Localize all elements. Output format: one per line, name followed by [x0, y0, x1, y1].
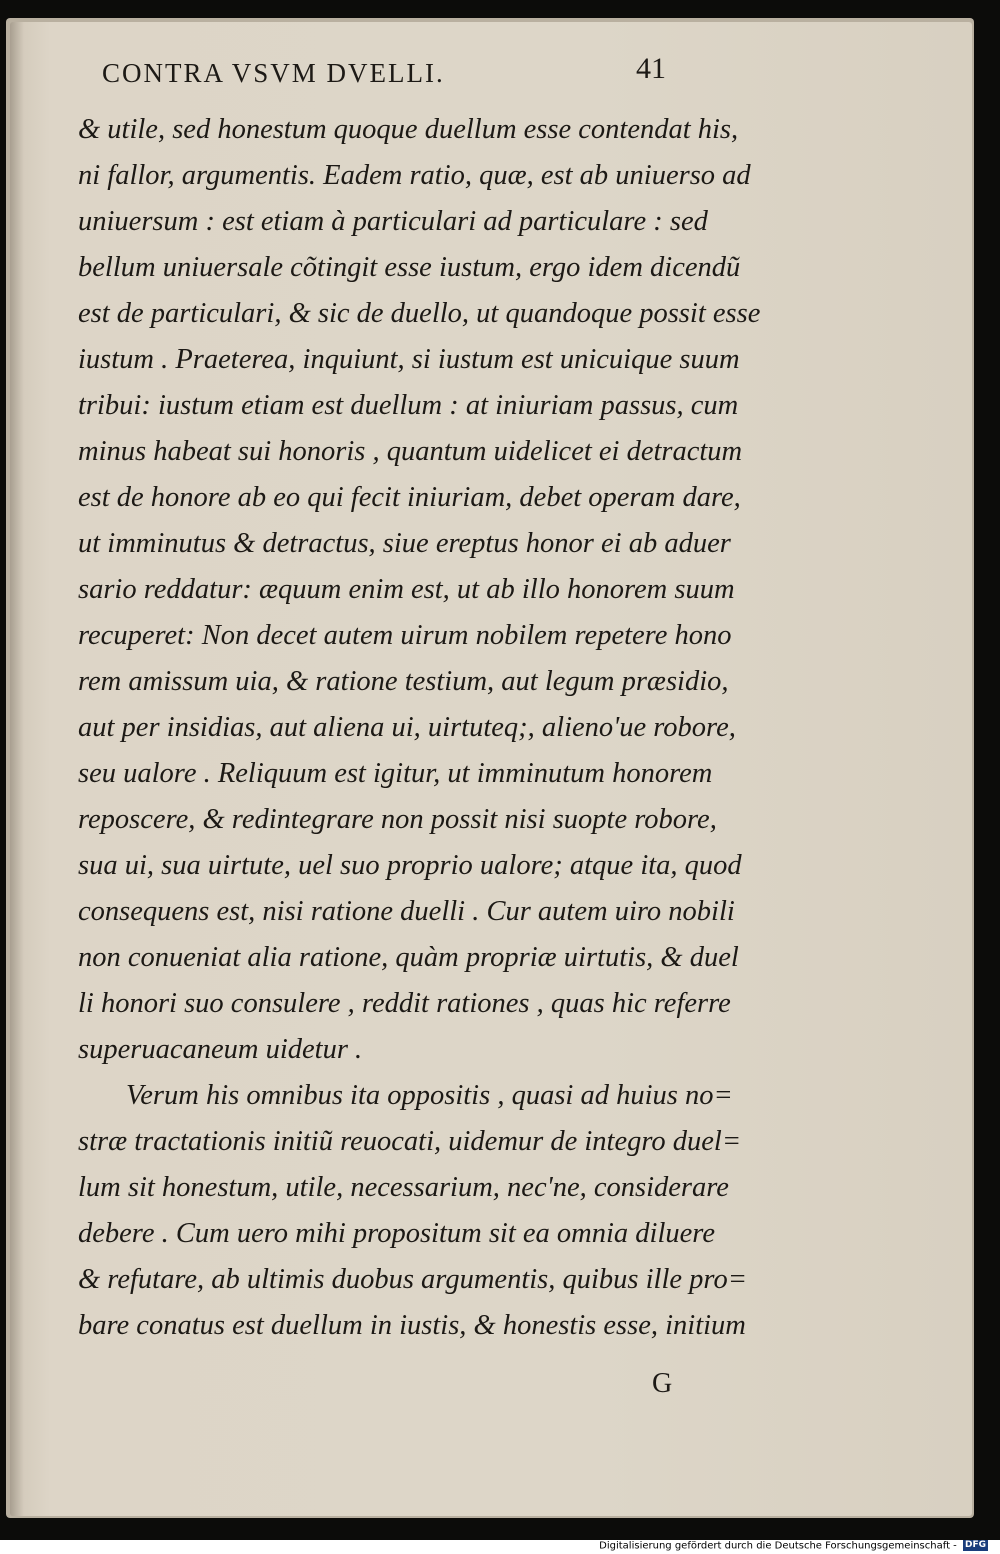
text-line: est de honore ab eo qui fecit iniuriam, debet operam dare, [78, 482, 741, 513]
text-line: stræ tractationis initiũ reuocati, uidemur de integro duel= [78, 1126, 742, 1157]
text-line: sua ui, sua uirtute, uel suo proprio ualore; atque ita, quod [78, 850, 742, 881]
page-number: 41 [636, 52, 666, 85]
text-line: bare conatus est duellum in iustis, & honestis esse, initium [78, 1310, 746, 1341]
text-line: superuacaneum uidetur . [78, 1034, 363, 1065]
text-line: li honori suo consulere , reddit rationes , quas hic referre [78, 988, 731, 1019]
text-line: debere . Cum uero mihi propositum sit ea omnia diluere [78, 1218, 715, 1249]
text-line: & utile, sed honestum quoque duellum esse contendat his, [78, 114, 739, 145]
text-line: tribui: iustum etiam est duellum : at iniuriam passus, cum [78, 390, 739, 421]
text-line: sario reddatur: æquum enim est, ut ab illo honorem suum [78, 574, 735, 605]
text-line: recuperet: Non decet autem uirum nobilem repetere hono [78, 620, 732, 651]
text-line: rem amissum uia, & ratione testium, aut legum præsidio, [78, 666, 729, 697]
text-line: minus habeat sui honoris , quantum uidelicet ei detractum [78, 436, 743, 467]
text-line: seu ualore . Reliquum est igitur, ut imminutum honorem [78, 758, 713, 789]
running-head: CONTRA VSVM DVELLI. [102, 58, 445, 88]
text-line: uniuersum : est etiam à particulari ad particulare : sed [78, 206, 708, 237]
dfg-logo: DFG [964, 1540, 986, 1550]
text-line: reposcere, & redintegrare non possit nisi suopte robore, [78, 804, 717, 835]
text-line: consequens est, nisi ratione duelli . Cur autem uiro nobili [78, 896, 735, 927]
text-line: & refutare, ab ultimis duobus argumentis, quibus ille pro= [78, 1264, 747, 1295]
signature-mark: G [652, 1368, 673, 1399]
text-line: non conueniat alia ratione, quàm propriæ uirtutis, & duel [78, 942, 739, 973]
text-line: ut imminutus & detractus, siue ereptus honor ei ab aduer [78, 528, 731, 559]
credit-text: Digitalisierung gefördert durch die Deutsche Forschungsgemeinschaft - [599, 1540, 957, 1552]
text-line: Verum his omnibus ita oppositis , quasi ad huius no= [126, 1080, 733, 1111]
book-page [10, 22, 972, 1516]
text-line: lum sit honestum, utile, necessarium, nec'ne, considerare [78, 1172, 729, 1203]
digitization-credit [599, 1540, 988, 1552]
text-line: est de particulari, & sic de duello, ut quandoque possit esse [78, 298, 761, 329]
text-line: aut per insidias, aut aliena ui, uirtuteq;, alieno'ue robore, [78, 712, 736, 743]
text-line: iustum . Praeterea, inquiunt, si iustum est unicuique suum [78, 344, 740, 375]
text-line: bellum uniuersale cõtingit esse iustum, ergo idem dicendũ [78, 252, 741, 283]
text-line: ni fallor, argumentis. Eadem ratio, quæ, est ab uniuerso ad [78, 160, 751, 191]
